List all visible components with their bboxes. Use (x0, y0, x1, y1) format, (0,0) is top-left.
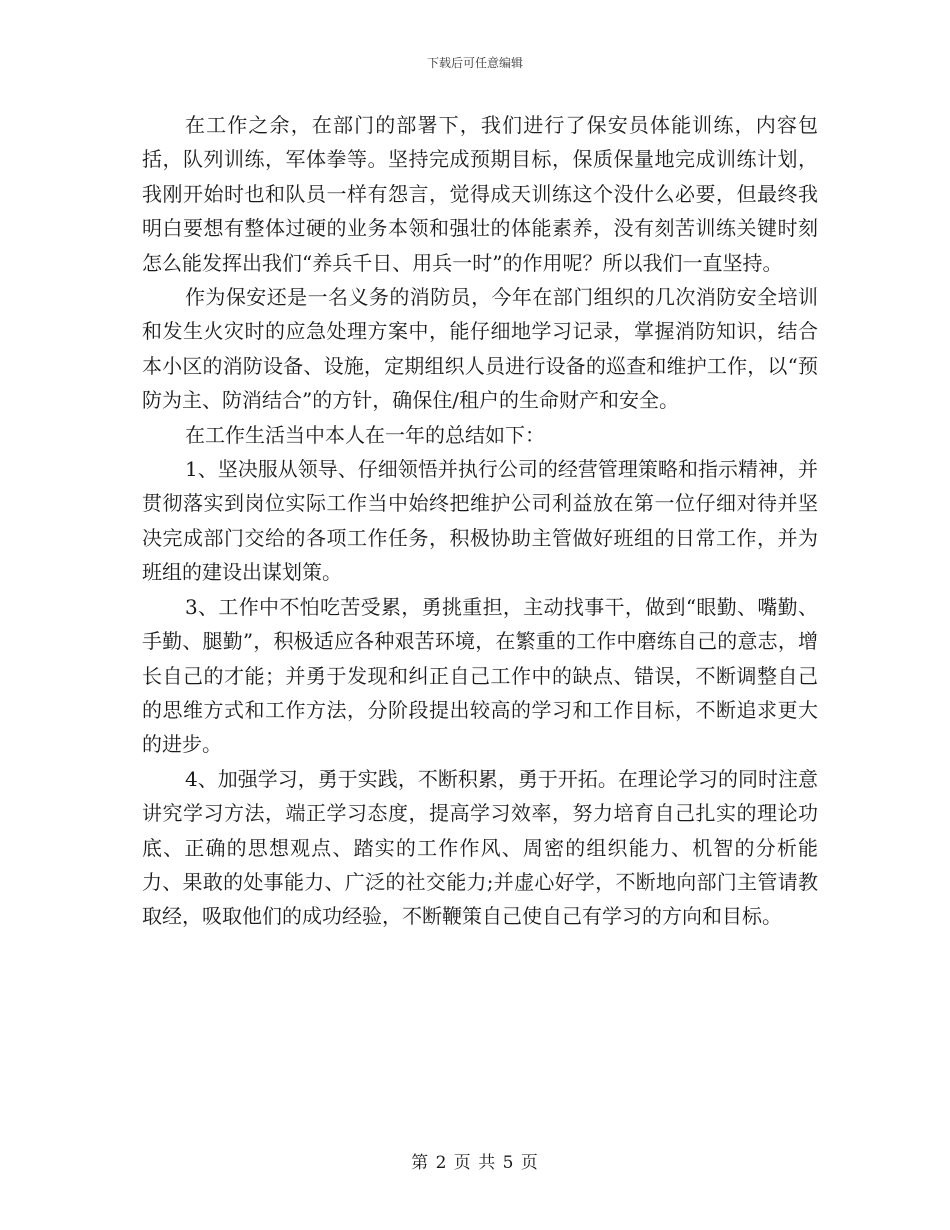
paragraph-item-3: 3、工作中不怕吃苦受累，勇挑重担，主动找事干，做到“眼勤、嘴勤、手勤、腿勤”，积极适应各种艰苦环境，在繁重的工作中磨练自己的意志，增长自己的才能；并勇于发现和纠正自己工作中的缺点、错误，不断调整自己的思维方式和工作方法，分阶段提出较高的学习和工作目标，不断追求更大的进步。 (142, 594, 818, 757)
document-body (142, 108, 818, 934)
paragraph-item-1: 1、坚决服从领导、仔细领悟并执行公司的经营管理策略和指示精神，并贯彻落实到岗位实际工作当中始终把维护公司利益放在第一位仔细对待并坚决完成部门交给的各项工作任务，积极协助主管做好班组的日常工作，并为班组的建设出谋划策。 (142, 457, 818, 585)
page-number: 第 2 页 共 5 页 (411, 1153, 539, 1173)
page-header: 下载后可任意编辑 (426, 56, 523, 70)
paragraph-training: 在工作之余，在部门的部署下，我们进行了保安员体能训练，内容包括，队列训练，军体拳等。坚持完成预期目标，保质保量地完成训练计划，我刚开始时也和队员一样有怨言，觉得成天训练这个没什么必要，但最终我明白要想有整体过硬的业务本领和强壮的体能素养，没有刻苦训练关键时刻怎么能发挥出我们“养兵千日、用兵一时”的作用呢？所以我们一直坚持。 (142, 113, 818, 275)
paragraph-item-4: 4、加强学习，勇于实践，不断积累，勇于开拓。在理论学习的同时注意讲究学习方法，端正学习态度，提高学习效率，努力培育自己扎实的理论功底、正确的思想观点、踏实的工作作风、周密的组织能力、机智的分析能力、果敢的处事能力、广泛的社交能力;并虚心好学，不断地向部门主管请教取经，吸取他们的成功经验，不断鞭策自己使自己有学习的方向和目标。 (142, 766, 818, 929)
paragraph-summary-intro: 在工作生活当中本人在一年的总结如下： (185, 422, 545, 447)
paragraph-fire-safety: 作为保安还是一名义务的消防员，今年在部门组织的几次消防安全培训和发生火灾时的应急处理方案中，能仔细地学习记录，掌握消防知识，结合本小区的消防设备、设施，定期组织人员进行设备的巡查和维护工作，以“预防为主、防消结合”的方针，确保住/租户的生命财产和安全。 (142, 285, 818, 413)
